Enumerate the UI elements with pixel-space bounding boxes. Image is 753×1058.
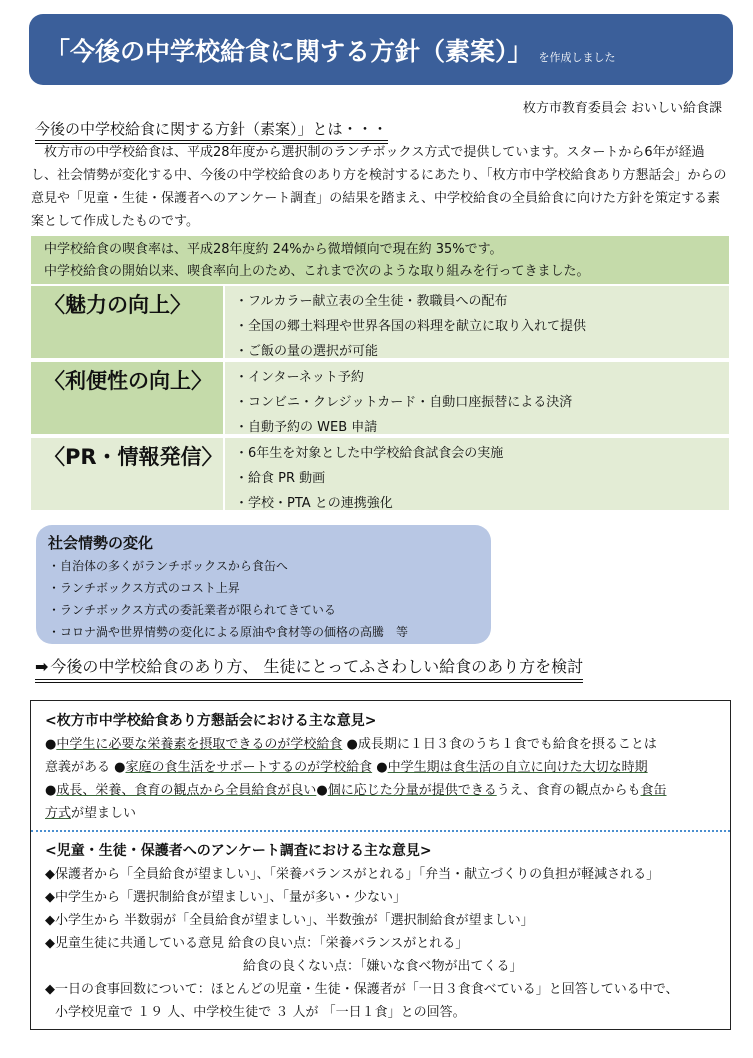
- council-line: [45, 802, 715, 825]
- conclusion-line: [35, 654, 583, 680]
- survey-line: ◆一日の食事回数について：ほとんどの児童・生徒・保護者が「一日３食食べている」と回答している中で、: [45, 982, 679, 997]
- survey-line: ◆児童生徒に共通している意見 給食の良い点：「栄養バランスがとれる」: [45, 936, 469, 951]
- survey-opinions: [45, 839, 715, 1024]
- category-row-pr: [31, 438, 729, 510]
- social-change-item: ・コロナ渦や世界情勢の変化による原油や食材等の価格の高騰 等: [48, 625, 409, 639]
- survey-line: ◆中学生から「選択制給食が望ましい」、「量が多い・少ない」: [45, 890, 406, 905]
- survey-line: ◆保護者から「全員給食が望ましい」、「栄養バランスがとれる」「弁当・献立づくりの負担が軽減される」: [45, 867, 660, 882]
- category-item: ・インターネット予約: [235, 370, 364, 385]
- council-line: [45, 779, 715, 802]
- arrow-right-icon: ➡: [35, 657, 49, 676]
- social-change-item: ・自治体の多くがランチボックスから食缶へ: [48, 559, 288, 573]
- category-item: ・コンビニ・クレジットカード・自動口座振替による決済: [235, 395, 573, 410]
- category-item: ・ご飯の量の選択が可能: [235, 344, 379, 359]
- organization-name: 枚方市教育委員会 おいしい給食課: [522, 101, 722, 116]
- social-changes-box: [36, 525, 491, 644]
- intro-body: 枚方市の中学校給食は、平成28年度から選択制のランチボックス方式で提供しています。スタートから6年が経過し、社会情勢が変化する中、今後の中学校給食のあり方を検討するにあたり、「枚方市中学校給食あり方懇話会」からの意見や「児童・生徒・保護者へのアンケート調査」の結果を踏まえ、中学校給食の全員給食に向けた方針を策定する素案として作成したものです。: [31, 145, 727, 229]
- title-banner: [29, 14, 733, 85]
- conclusion-text: 今後の中学校給食のあり方、 生徒にとってふさわしい給食のあり方を検討: [50, 657, 584, 676]
- status-line-2: 中学校給食の開始以来、喫食率向上のため、これまで次のような取り組みを行ってきました。: [44, 264, 590, 279]
- status-line-1: 中学校給食の喫食率は、平成28年度約 24%から微増傾向で現在約 35%です。: [44, 242, 503, 257]
- council-point: うえ、食育の観点からも: [496, 783, 641, 798]
- opinions-box: [30, 700, 731, 1030]
- category-row-appeal: [31, 286, 729, 358]
- category-item: ・給食 PR 動画: [235, 471, 326, 486]
- bullet: ●: [45, 737, 57, 752]
- category-items: [225, 438, 729, 510]
- social-change-item: ・ランチボックス方式のコスト上昇: [48, 581, 240, 595]
- council-line: [45, 756, 715, 779]
- council-point: 中学生に必要な栄養素を摂取できるのが学校給食: [56, 737, 343, 752]
- survey-line: 給食の良くない点：「嫌いな食べ物が出てくる」: [243, 959, 523, 974]
- category-items: [225, 286, 729, 358]
- bullet: ●: [45, 783, 57, 798]
- status-box: [31, 236, 729, 284]
- survey-line: 小学校児童で １９ 人、中学校生徒で ３ 人が 「一日１食」との回答。: [55, 1005, 466, 1020]
- council-point: 個に応じた分量が提供できる: [327, 783, 497, 798]
- council-point: 食缶: [640, 783, 667, 798]
- page-title: 「今後の中学校給食に関する方針（素案）」: [45, 36, 533, 66]
- bullet: ●: [316, 783, 328, 798]
- social-change-item: ・ランチボックス方式の委託業者が限られてきている: [48, 603, 336, 617]
- category-items: [225, 362, 729, 434]
- category-label: 〈PR・情報発信〉: [31, 438, 223, 510]
- category-item: ・全国の郷土料理や世界各国の料理を献立に取り入れて提供: [235, 319, 587, 334]
- intro-heading: 今後の中学校給食に関する方針（素案）」とは・・・: [35, 118, 388, 141]
- category-item: ・学校・PTA との連携強化: [235, 496, 393, 511]
- council-line: [45, 733, 715, 756]
- council-opinions: [45, 709, 715, 825]
- category-item: ・6年生を対象とした中学校給食試食会の実施: [235, 446, 504, 461]
- social-changes-title: 社会情勢の変化: [48, 534, 154, 552]
- council-point: が望ましい: [71, 806, 137, 821]
- council-title: <枚方市中学校給食あり方懇話会における主な意見>: [45, 713, 377, 729]
- council-point: ●成長期に１日３食のうち１食でも給食を摂ることは: [342, 737, 657, 752]
- council-point: 方式: [45, 806, 72, 821]
- council-point: 意義がある ●: [45, 760, 126, 775]
- bullet: ●: [372, 760, 388, 775]
- dotted-divider: [31, 830, 730, 832]
- category-label: 〈魅力の向上〉: [31, 286, 223, 358]
- survey-line: ◆小学生から 半数弱が「全員給食が望ましい」、半数強が「選択制給食が望ましい」: [45, 913, 534, 928]
- council-point: 家庭の食生活をサポートするのが学校給食: [125, 760, 373, 775]
- survey-title: <児童・生徒・保護者へのアンケート調査における主な意見>: [45, 843, 432, 859]
- category-item: ・自動予約の WEB 申請: [235, 420, 378, 435]
- council-point: 成長、栄養、食育の観点から全員給食が良い: [56, 783, 317, 798]
- category-item: ・フルカラー献立表の全生徒・教職員への配布: [235, 294, 508, 309]
- category-label: 〈利便性の向上〉: [31, 362, 223, 434]
- category-row-convenience: [31, 362, 729, 434]
- title-suffix: を作成しました: [538, 50, 616, 64]
- council-point: 中学生期は食生活の自立に向けた大切な時期: [387, 760, 648, 775]
